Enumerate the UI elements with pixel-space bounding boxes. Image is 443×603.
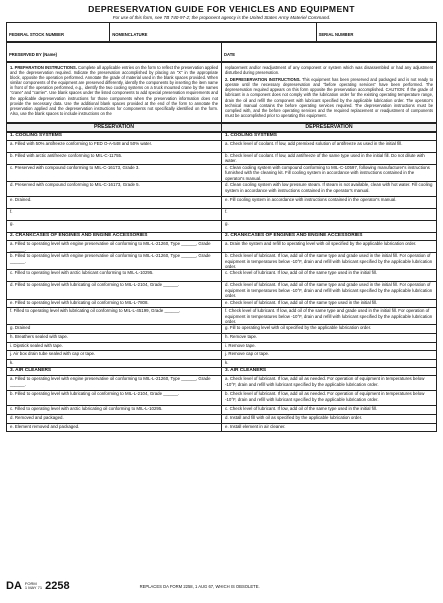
depreservation-item[interactable]: e. Fill cooling system in accordance with instructions contained in the operator's manual. <box>222 197 437 209</box>
preservation-item[interactable]: e. Drained. <box>7 197 222 209</box>
form-footer <box>6 578 437 594</box>
preservation-item[interactable]: a. Filled with 50% antifreeze conforming to FED O-A-548 and 50% water. <box>7 140 222 152</box>
preservation-column-header: PRESERVATION <box>7 123 222 131</box>
depreservation-item[interactable]: g. Fill to operating level with oil specified by the applicable lubrication order. <box>222 325 437 334</box>
serial-number-label: SERIAL NUMBER <box>318 32 354 37</box>
table-row <box>7 140 437 152</box>
table-row <box>7 406 437 415</box>
form-title: DEPRESERVATION GUIDE FOR VEHICLES AND EQUIPMENT <box>88 4 355 14</box>
form-date: 1 MAY 71 <box>24 585 43 590</box>
preservation-item[interactable]: g. <box>7 221 222 233</box>
preservation-item[interactable]: c. Filled to operating level with arctic lubricant conforming to MIL-L-10295. <box>7 270 222 282</box>
preservation-item[interactable]: e. Element removed and packaged. <box>7 423 222 432</box>
sections-table <box>6 132 437 432</box>
preparation-instructions <box>7 63 222 123</box>
nomenclature-field[interactable] <box>110 23 316 42</box>
depreservation-item[interactable]: f. Check level of lubricant. If low, add oil of the same type and grade used in the initial fill. For operation of equipment in temperatures below -10°F, drain and refill with lubricant specified by the applicable lubrication order. <box>222 308 437 325</box>
table-row <box>7 342 437 351</box>
preservation-item[interactable]: c. Filled to operating level with arctic lubricating oil conforming to MIL-L-10295. <box>7 406 222 415</box>
preservation-item[interactable]: g. Drained <box>7 325 222 334</box>
depreservation-instructions <box>222 63 437 123</box>
table-row <box>7 376 437 391</box>
section-heading-row <box>7 132 437 140</box>
depreservation-item[interactable]: b. Check level of lubricant. If low, add oil as needed. For operation of equipment in temperatures below -10°F, drain and refill with lubricant specified by the applicable lubrication order. <box>222 391 437 406</box>
depreservation-item[interactable]: c. Check level of lubricant. If low, add oil of the same type used in the initial fill. <box>222 270 437 282</box>
table-row <box>7 253 437 270</box>
replaces-note: REPLACES DA FORM 2258, 1 AUG 67, WHICH IS OBSOLETE. <box>139 583 260 589</box>
table-row <box>7 334 437 343</box>
preservation-item[interactable]: d. Removed and packaged. <box>7 414 222 423</box>
preparation-text: Complete all applicable entries on the form to reflect the preservation applied and the depreservation required. Indicate the preservation accomplished by placing an "X" in the appropriate block, opposite the operation performed. Annotate the grade of material used in the blank spaces provided. When similar components of the equipment are preserved differently, identify the components by inserting the item name in front of the operation performed, e.g., identify the two cooling systems on a truck mounted crane by the names "crane" and "carrier". Use blank spaces under the listed components to add special preservation requirements and the applicable depreservation instructions for those components when the preservation information does not provide the necessary data. Use the additional blank spaces provided at the end of the form to annotate the preservation applied and the depreservation instructions for components not specifically identified on the form. Also, use the blank spaces to include instructions on the <box>10 65 218 116</box>
section-heading-row <box>7 233 437 241</box>
preservation-item[interactable]: d. Preserved with compound conforming to MIL-C-16173, Grade 5. <box>7 182 222 197</box>
table-row <box>7 282 437 299</box>
preservation-item[interactable]: d. Filled to operating level with lubricating oil conforming to MIL-L-2104, Grade ______. <box>7 282 222 299</box>
table-row <box>7 270 437 282</box>
preserved-by-field[interactable] <box>7 43 222 62</box>
depreservation-item[interactable]: f. <box>222 209 437 221</box>
preservation-item[interactable]: f. <box>7 209 222 221</box>
depreservation-item[interactable]: e. Check level of lubricant. If low, add oil of the same type used in the initial fill. <box>222 299 437 308</box>
depreservation-text: This equipment has been preserved and packaged and is not ready to operate until the necessary depreservation and "before operating services" have been performed. The depreservation required appears on this form opposite the preservation accomplished. CAUTION: If the grade of lubricant in a component does not comply with the lubrication order for the existing operating temperature range, drain the oil and refill the component with lubricant specified by the applicable lubrication order. The operator's technical manual contains the before operating services required. The depreservation instructions must be complied with, and the before operating services and the required replacement or readjustment of components must be accomplished prior to operating this equipment. <box>225 77 433 118</box>
preserved-by-block <box>6 42 437 62</box>
depreservation-item[interactable]: b. Check level of coolant. If low, add antifreeze of the same type used in the initial fill. Do not dilute with water. <box>222 152 437 164</box>
depreservation-column-header: DEPRESERVATION <box>222 123 437 131</box>
identification-block <box>6 22 437 42</box>
table-row <box>7 299 437 308</box>
table-row <box>7 414 437 423</box>
table-row <box>7 221 437 233</box>
serial-number-field[interactable] <box>316 23 436 42</box>
depreservation-section-heading: 2. CRANKCASES OF ENGINES AND ENGINE ACCESSORIES <box>222 233 437 241</box>
depreservation-item[interactable]: j. Remove cap or tape. <box>222 351 437 360</box>
preservation-item[interactable]: c. Preserved with compound conforming to MIL-C-16173, Grade 3. <box>7 164 222 181</box>
depreservation-item[interactable]: a. Check level of coolant. If low, add premixed solution of antifreeze as used in the initial fill. <box>222 140 437 152</box>
depreservation-heading: 2. DEPRESERVATION INSTRUCTIONS. <box>225 77 301 83</box>
table-row <box>7 164 437 181</box>
depreservation-item[interactable]: d. Clean cooling system with low pressure steam. If steam is not available, clean with hot water. Fill cooling system in accordance with instructions contained in the operator's manual. <box>222 182 437 197</box>
depreservation-item[interactable]: h. Remove tape. <box>222 334 437 343</box>
date-field[interactable] <box>222 43 437 62</box>
form-label: FORM <box>24 580 37 586</box>
preservation-item[interactable]: j. Air box drain tube sealed with cap or tape. <box>7 351 222 360</box>
preservation-item[interactable]: b. Filled to operating level with engine preservative oil conforming to MIL-L-21260, Type ______, Grade ______. <box>7 253 222 270</box>
depreservation-item[interactable]: c. Check level of lubricant. If low, add oil of the same type used in the initial fill. <box>222 406 437 415</box>
preparation-heading: 1. PREPARATION INSTRUCTIONS. <box>10 65 77 70</box>
preservation-item[interactable]: b. Filled with arctic antifreeze conforming to MIL-C-11755. <box>7 152 222 164</box>
preservation-item[interactable]: h. Breathers sealed with tape. <box>7 334 222 343</box>
depreservation-item[interactable]: a. Drain the system and refill to operating level with oil specified by the applicable lubrication order. <box>222 241 437 253</box>
preservation-section-heading: 2. CRANKCASES OF ENGINES AND ENGINE ACCESSORIES <box>7 233 222 241</box>
preserved-by-label: PRESERVED BY (Name) <box>9 52 58 57</box>
depreservation-item[interactable]: i. Remove tape. <box>222 342 437 351</box>
depreservation-item[interactable]: a. Check level of lubricant. If low, add oil as needed. For operation of equipment in temperatures below -10°F, drain and refill with lubricant specified by the applicable lubrication order. <box>222 376 437 391</box>
date-label: DATE <box>224 52 236 57</box>
depreservation-item[interactable]: g. <box>222 221 437 233</box>
table-row <box>7 182 437 197</box>
depreservation-item[interactable]: d. Check level of lubricant. If low, add oil of the same type and grade used in the initial fill. For operation of equipment in temperatures below -10°F, drain and refill with lubricant specified by the applicable lubrication order. <box>222 282 437 299</box>
preservation-item[interactable]: f. Filled to operating level with lubricating oil conforming to MIL-L-45199, Grade ______. <box>7 308 222 325</box>
table-row <box>7 325 437 334</box>
preparation-text-continued: replacement and/or readjustment of any component or system which was disassembled or had any adjustment disturbed during preservation. <box>225 65 433 76</box>
instructions-block <box>6 62 437 123</box>
table-row <box>7 359 437 368</box>
da-mark: DA <box>6 580 22 592</box>
depreservation-item[interactable]: e. Install element in air cleaner. <box>222 423 437 432</box>
preservation-item[interactable]: e. Filled to operating level with lubricating oil conforming to MIL-L-7808. <box>7 299 222 308</box>
federal-stock-number-field[interactable] <box>7 23 110 42</box>
table-row <box>7 308 437 325</box>
form-number: 2258 <box>45 580 70 592</box>
form-label-block <box>25 582 42 591</box>
form-page <box>6 4 437 594</box>
preservation-section-heading: 1. COOLING SYSTEMS <box>7 132 222 140</box>
depreservation-item[interactable]: b. Check level of lubricant. If low, add oil of the same type and grade used in the initial fill. For operation of equipment in temperatures below -10°F, drain and refill with lubricant specified by the applicable lubrication order. <box>222 253 437 270</box>
preservation-section-heading: 3. AIR CLEANERS <box>7 368 222 376</box>
preservation-item[interactable]: k. <box>7 359 222 368</box>
section-heading-row <box>7 368 437 376</box>
table-row <box>7 241 437 253</box>
table-row <box>7 197 437 209</box>
column-headers <box>6 123 437 132</box>
depreservation-section-heading: 3. AIR CLEANERS <box>222 368 437 376</box>
table-row <box>7 152 437 164</box>
table-row <box>7 423 437 432</box>
depreservation-item[interactable]: c. Clean cooling system with compound conforming to MIL-C-10597, following manufacturer's instructions furnished with the cleaning kit. Fill cooling system in accordance with instructions contained in the operator's manual. <box>222 164 437 181</box>
preservation-item[interactable]: a. Filled to operating level with engine preservative oil conforming to MIL-L-21260, Type ______, Grade ______. <box>7 376 222 391</box>
form-subtitle: For use of this form, see TB 740-97-2; the proponent agency is the United States Army Materiel Command. <box>112 15 331 20</box>
table-row <box>7 351 437 360</box>
nomenclature-label: NOMENCLATURE <box>112 32 148 37</box>
depreservation-item[interactable]: k. <box>222 359 437 368</box>
preservation-item[interactable]: i. Dipstick sealed with tape. <box>7 342 222 351</box>
depreservation-item[interactable]: d. Install and fill with oil as specified by the applicable lubrication order. <box>222 414 437 423</box>
depreservation-section-heading: 1. COOLING SYSTEMS <box>222 132 437 140</box>
form-header <box>6 4 437 20</box>
federal-stock-number-label: FEDERAL STOCK NUMBER <box>9 32 64 37</box>
table-row <box>7 391 437 406</box>
preservation-item[interactable]: b. Filled to operating level with lubricating oil conforming to MIL-L-2104, Grade ______. <box>7 391 222 406</box>
table-row <box>7 209 437 221</box>
preservation-item[interactable]: a. Filled to operating level with engine preservative oil conforming to MIL-L-21260, Type ______, Grade ______. <box>7 241 222 253</box>
